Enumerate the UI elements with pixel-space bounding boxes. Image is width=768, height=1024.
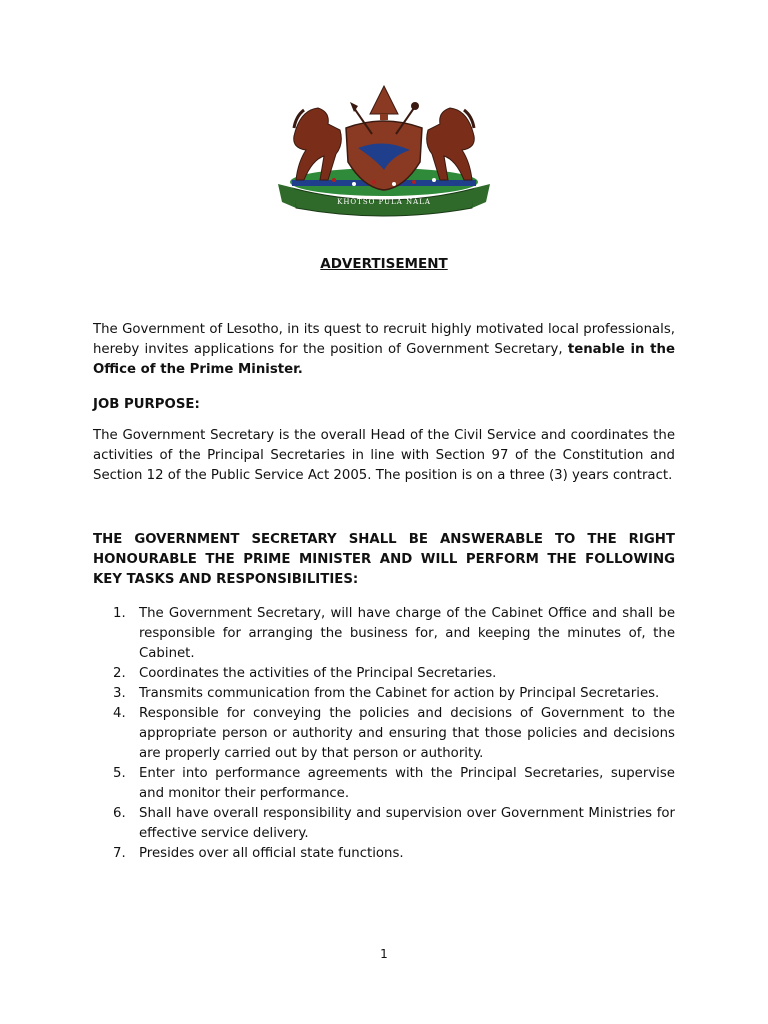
document-heading: ADVERTISEMENT [320, 256, 448, 272]
intro-paragraph [93, 320, 675, 380]
task-text: The Government Secretary, will have charge of the Cabinet Office and shall be responsible for arranging the business for, and keeping the minutes of, the Cabinet. [139, 606, 675, 661]
intro-text: The Government of Lesotho, in its quest to recruit highly motivated local professionals, hereby invites applications for the position of Government Secretary, [93, 322, 675, 357]
task-text: Transmits communication from the Cabinet for action by Principal Secretaries. [139, 686, 660, 701]
tasks-title: THE GOVERNMENT SECRETARY SHALL BE ANSWERABLE TO THE RIGHT HONOURABLE THE PRIME MINISTER AND WILL PERFORM THE FOLLOWING KEY TASKS AND RESPONSIBILITIES: [93, 532, 675, 587]
task-item [93, 684, 675, 704]
task-item [93, 844, 675, 864]
task-number: 4. [113, 706, 126, 721]
tasks-list [93, 604, 675, 864]
task-item [93, 664, 675, 684]
task-number: 6. [113, 806, 126, 821]
task-text: Responsible for conveying the policies and decisions of Government to the appropriate person or authority and ensuring that those policies and decisions are properly carried out by that person or authority. [139, 706, 675, 761]
task-item [93, 804, 675, 844]
page-number: 1 [380, 947, 388, 961]
job-purpose-text: The Government Secretary is the overall Head of the Civil Service and coordinates the activities of the Principal Secretaries in line with Section 97 of the Constitution and Section 12 of the Public Service Act 2005. The position is on a three (3) years contract. [93, 428, 675, 483]
lesotho-coat-of-arms [274, 84, 494, 220]
task-number: 1. [113, 606, 126, 621]
job-purpose-title: JOB PURPOSE: [93, 397, 200, 412]
task-item [93, 764, 675, 804]
crest-motto: KHOTSO PULA NALA [337, 198, 431, 206]
task-item [93, 704, 675, 764]
task-number: 2. [113, 666, 126, 681]
task-text: Shall have overall responsibility and supervision over Government Ministries for effective service delivery. [139, 806, 675, 841]
task-number: 3. [113, 686, 126, 701]
task-text: Coordinates the activities of the Principal Secretaries. [139, 666, 497, 681]
task-item [93, 604, 675, 664]
intro-bold-text: tenable in the Office of the Prime Minister. [93, 342, 675, 377]
task-text: Enter into performance agreements with the Principal Secretaries, supervise and monitor their performance. [139, 766, 675, 801]
task-text: Presides over all official state functions. [139, 846, 404, 861]
task-number: 7. [113, 846, 126, 861]
task-number: 5. [113, 766, 126, 781]
